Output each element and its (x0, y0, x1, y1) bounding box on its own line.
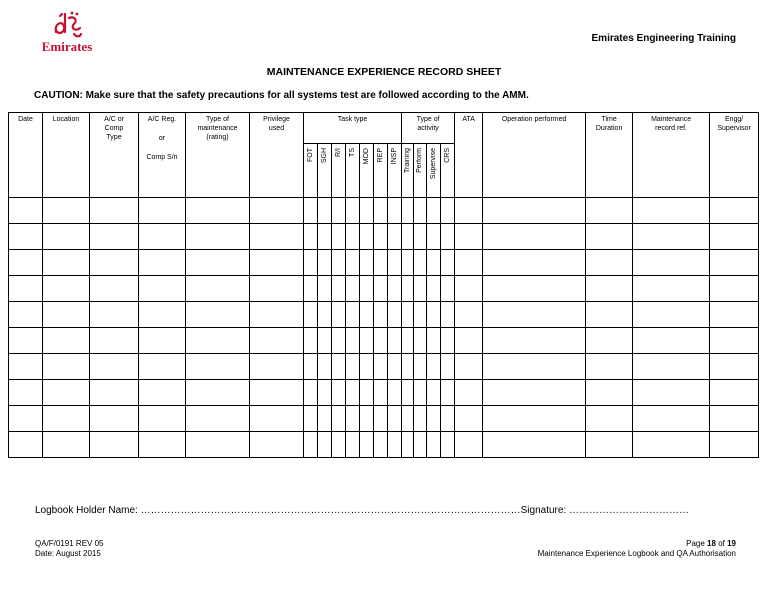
table-cell[interactable] (186, 432, 250, 458)
table-cell[interactable] (710, 406, 759, 432)
table-cell[interactable] (304, 380, 318, 406)
logbook-name-field[interactable]: …………………………………………………………………………………………………… (140, 505, 521, 516)
table-cell[interactable] (402, 198, 414, 224)
table-cell[interactable] (304, 276, 318, 302)
table-row (9, 302, 759, 328)
table-cell[interactable] (388, 302, 402, 328)
form-code: QA/F/0191 REV 05 (35, 539, 104, 548)
header-time-duration: Time Duration (586, 113, 633, 198)
table-cell[interactable] (586, 276, 633, 302)
table-cell[interactable] (586, 250, 633, 276)
table-cell[interactable] (402, 224, 414, 250)
header-task-type: Task type (304, 113, 402, 144)
table-cell[interactable] (374, 224, 388, 250)
table-cell[interactable] (402, 328, 414, 354)
table-cell[interactable] (332, 224, 346, 250)
table-cell[interactable] (388, 406, 402, 432)
table-cell[interactable] (374, 432, 388, 458)
table-cell[interactable] (186, 198, 250, 224)
table-cell[interactable] (427, 406, 441, 432)
page-title: MAINTENANCE EXPERIENCE RECORD SHEET (266, 66, 502, 78)
table-cell[interactable] (633, 276, 710, 302)
table-cell[interactable] (318, 406, 332, 432)
table-cell[interactable] (586, 302, 633, 328)
table-cell[interactable] (139, 328, 186, 354)
table-cell[interactable] (332, 328, 346, 354)
table-cell[interactable] (441, 328, 455, 354)
table-cell[interactable] (483, 432, 586, 458)
table-cell[interactable] (9, 276, 43, 302)
table-cell[interactable] (9, 432, 43, 458)
table-row (9, 224, 759, 250)
table-cell[interactable] (455, 328, 483, 354)
table-cell[interactable] (427, 250, 441, 276)
table-cell[interactable] (346, 432, 360, 458)
table-cell[interactable] (414, 276, 427, 302)
record-table (8, 112, 759, 458)
table-cell[interactable] (43, 198, 90, 224)
table-cell[interactable] (374, 250, 388, 276)
table-cell[interactable] (441, 380, 455, 406)
table-cell[interactable] (633, 432, 710, 458)
table-cell[interactable] (250, 250, 304, 276)
table-cell[interactable] (483, 250, 586, 276)
table-cell[interactable] (586, 354, 633, 380)
header-maintenance-type: Type of maintenance (rating) (186, 113, 250, 198)
table-cell[interactable] (360, 380, 374, 406)
table-cell[interactable] (374, 380, 388, 406)
table-cell[interactable] (710, 380, 759, 406)
table-cell[interactable] (455, 432, 483, 458)
table-cell[interactable] (318, 276, 332, 302)
table-cell[interactable] (388, 276, 402, 302)
table-cell[interactable] (139, 224, 186, 250)
table-cell[interactable] (586, 198, 633, 224)
table-row (9, 354, 759, 380)
table-cell[interactable] (346, 328, 360, 354)
table-cell[interactable] (90, 250, 139, 276)
table-cell[interactable] (90, 198, 139, 224)
table-cell[interactable] (139, 432, 186, 458)
table-cell[interactable] (483, 224, 586, 250)
table-cell[interactable] (318, 354, 332, 380)
table-cell[interactable] (633, 380, 710, 406)
table-cell[interactable] (388, 198, 402, 224)
table-cell[interactable] (414, 380, 427, 406)
table-cell[interactable] (346, 406, 360, 432)
table-cell[interactable] (633, 224, 710, 250)
table-cell[interactable] (90, 224, 139, 250)
table-cell[interactable] (9, 224, 43, 250)
table-cell[interactable] (332, 250, 346, 276)
table-cell[interactable] (402, 380, 414, 406)
table-cell[interactable] (483, 328, 586, 354)
table-cell[interactable] (414, 198, 427, 224)
table-cell[interactable] (441, 250, 455, 276)
table-cell[interactable] (414, 354, 427, 380)
header-activity-type: Type of activity (402, 113, 455, 144)
table-cell[interactable] (710, 328, 759, 354)
table-cell[interactable] (43, 276, 90, 302)
table-cell[interactable] (9, 302, 43, 328)
table-cell[interactable] (427, 224, 441, 250)
table-row (9, 328, 759, 354)
table-cell[interactable] (346, 276, 360, 302)
header-privilege: Privilege used (250, 113, 304, 198)
table-cell[interactable] (250, 432, 304, 458)
table-cell[interactable] (250, 198, 304, 224)
table-cell[interactable] (586, 224, 633, 250)
header-activity-training: Training (402, 144, 414, 198)
table-cell[interactable] (360, 250, 374, 276)
table-cell[interactable] (90, 354, 139, 380)
table-cell[interactable] (427, 276, 441, 302)
table-cell[interactable] (414, 224, 427, 250)
table-cell[interactable] (455, 224, 483, 250)
table-cell[interactable] (346, 224, 360, 250)
table-cell[interactable] (186, 224, 250, 250)
table-cell[interactable] (402, 354, 414, 380)
header-location: Location (43, 113, 90, 198)
table-cell[interactable] (250, 302, 304, 328)
table-cell[interactable] (318, 380, 332, 406)
table-cell[interactable] (250, 224, 304, 250)
form-date: Date: August 2015 (35, 549, 101, 558)
table-cell[interactable] (90, 328, 139, 354)
table-cell[interactable] (346, 250, 360, 276)
table-cell[interactable] (483, 276, 586, 302)
table-cell[interactable] (43, 302, 90, 328)
table-cell[interactable] (304, 354, 318, 380)
header-ac-type: A/C or Comp Type (90, 113, 139, 198)
table-cell[interactable] (441, 354, 455, 380)
document-title: Maintenance Experience Logbook and QA Authorisation (537, 549, 736, 558)
table-cell[interactable] (43, 224, 90, 250)
table-cell[interactable] (483, 198, 586, 224)
table-cell[interactable] (9, 198, 43, 224)
footer-left (35, 539, 103, 559)
table-cell[interactable] (318, 198, 332, 224)
table-cell[interactable] (360, 354, 374, 380)
table-cell[interactable] (427, 354, 441, 380)
table-cell[interactable] (374, 406, 388, 432)
table-cell[interactable] (710, 224, 759, 250)
table-cell[interactable] (9, 406, 43, 432)
table-cell[interactable] (250, 406, 304, 432)
table-cell[interactable] (43, 432, 90, 458)
table-cell[interactable] (304, 406, 318, 432)
table-cell[interactable] (402, 432, 414, 458)
table-cell[interactable] (441, 406, 455, 432)
table-cell[interactable] (332, 406, 346, 432)
table-row (9, 198, 759, 224)
table-cell[interactable] (186, 380, 250, 406)
table-cell[interactable] (483, 354, 586, 380)
table-cell[interactable] (332, 432, 346, 458)
caution-notice: CAUTION: Make sure that the safety precautions for all systems test are followed according to the AMM. (34, 90, 529, 101)
table-cell[interactable] (43, 406, 90, 432)
table-cell[interactable] (139, 406, 186, 432)
table-cell[interactable] (483, 380, 586, 406)
table-cell[interactable] (374, 198, 388, 224)
table-cell[interactable] (346, 302, 360, 328)
table-cell[interactable] (414, 328, 427, 354)
table-cell[interactable] (388, 432, 402, 458)
table-cell[interactable] (402, 406, 414, 432)
table-cell[interactable] (360, 224, 374, 250)
table-cell[interactable] (250, 328, 304, 354)
table-cell[interactable] (139, 250, 186, 276)
table-cell[interactable] (304, 302, 318, 328)
table-cell[interactable] (304, 250, 318, 276)
header-task-mod: MOD (360, 144, 374, 198)
table-cell[interactable] (455, 380, 483, 406)
table-cell[interactable] (441, 432, 455, 458)
table-cell[interactable] (633, 354, 710, 380)
table-cell[interactable] (318, 302, 332, 328)
table-cell[interactable] (427, 380, 441, 406)
table-cell[interactable] (710, 276, 759, 302)
table-row (9, 276, 759, 302)
table-cell[interactable] (402, 276, 414, 302)
logbook-name-label: Logbook Holder Name: (35, 505, 138, 516)
table-cell[interactable] (360, 432, 374, 458)
table-cell[interactable] (332, 354, 346, 380)
record-table-body (9, 198, 759, 458)
table-cell[interactable] (414, 250, 427, 276)
table-cell[interactable] (710, 250, 759, 276)
table-cell[interactable] (427, 198, 441, 224)
table-cell[interactable] (427, 432, 441, 458)
header-operation: Operation performed (483, 113, 586, 198)
table-cell[interactable] (186, 354, 250, 380)
table-cell[interactable] (455, 250, 483, 276)
table-cell[interactable] (388, 250, 402, 276)
table-cell[interactable] (318, 250, 332, 276)
table-cell[interactable] (250, 380, 304, 406)
table-cell[interactable] (633, 406, 710, 432)
header-activity-perform: Perform (414, 144, 427, 198)
table-cell[interactable] (374, 276, 388, 302)
emirates-calligraphy-icon (50, 10, 84, 40)
table-cell[interactable] (455, 354, 483, 380)
table-cell[interactable] (304, 328, 318, 354)
table-cell[interactable] (441, 198, 455, 224)
table-cell[interactable] (414, 406, 427, 432)
table-cell[interactable] (388, 380, 402, 406)
header-engg-supervisor: Engg/ Supervisor (710, 113, 759, 198)
table-cell[interactable] (90, 406, 139, 432)
table-cell[interactable] (586, 380, 633, 406)
table-row (9, 432, 759, 458)
table-cell[interactable] (43, 328, 90, 354)
table-cell[interactable] (332, 276, 346, 302)
header-ata: ATA (455, 113, 483, 198)
table-row (9, 250, 759, 276)
table-cell[interactable] (332, 198, 346, 224)
table-cell[interactable] (332, 380, 346, 406)
table-cell[interactable] (139, 198, 186, 224)
footer-right (538, 539, 736, 559)
table-cell[interactable] (441, 302, 455, 328)
table-cell[interactable] (360, 406, 374, 432)
signature-field[interactable]: ……………………………… (569, 505, 689, 516)
table-cell[interactable] (455, 198, 483, 224)
table-cell[interactable] (586, 328, 633, 354)
header-activity-supervise: Supervise (427, 144, 441, 198)
table-cell[interactable] (586, 432, 633, 458)
table-cell[interactable] (139, 354, 186, 380)
header-task-rep: REP (374, 144, 388, 198)
table-cell[interactable] (483, 406, 586, 432)
table-cell[interactable] (43, 354, 90, 380)
table-cell[interactable] (427, 328, 441, 354)
table-cell[interactable] (586, 406, 633, 432)
table-cell[interactable] (710, 354, 759, 380)
table-cell[interactable] (427, 302, 441, 328)
table-cell[interactable] (360, 276, 374, 302)
table-cell[interactable] (414, 302, 427, 328)
table-cell[interactable] (360, 302, 374, 328)
table-cell[interactable] (388, 328, 402, 354)
table-cell[interactable] (441, 276, 455, 302)
table-row (9, 406, 759, 432)
table-cell[interactable] (304, 432, 318, 458)
table-cell[interactable] (304, 224, 318, 250)
table-cell[interactable] (414, 432, 427, 458)
header-task-fot: FOT (304, 144, 318, 198)
table-cell[interactable] (402, 302, 414, 328)
table-cell[interactable] (346, 198, 360, 224)
header-task-ri: R/I (332, 144, 346, 198)
table-cell[interactable] (90, 432, 139, 458)
table-cell[interactable] (633, 328, 710, 354)
table-cell[interactable] (90, 276, 139, 302)
table-cell[interactable] (455, 302, 483, 328)
table-cell[interactable] (483, 302, 586, 328)
table-cell[interactable] (441, 224, 455, 250)
table-cell[interactable] (250, 354, 304, 380)
organization-name: Emirates Engineering Training (591, 33, 736, 44)
header-task-ts: TS (346, 144, 360, 198)
table-cell[interactable] (43, 380, 90, 406)
header-record-ref: Maintenance record ref. (633, 113, 710, 198)
table-cell[interactable] (710, 432, 759, 458)
table-cell[interactable] (186, 328, 250, 354)
table-cell[interactable] (186, 276, 250, 302)
logbook-holder-line (35, 505, 689, 516)
table-cell[interactable] (346, 354, 360, 380)
table-cell[interactable] (374, 302, 388, 328)
table-cell[interactable] (455, 406, 483, 432)
header-task-sgh: SGH (318, 144, 332, 198)
header-activity-crs: CRS (441, 144, 455, 198)
table-cell[interactable] (710, 198, 759, 224)
table-cell[interactable] (250, 276, 304, 302)
table-cell[interactable] (388, 224, 402, 250)
table-cell[interactable] (90, 380, 139, 406)
table-row (9, 380, 759, 406)
table-cell[interactable] (374, 328, 388, 354)
table-cell[interactable] (633, 302, 710, 328)
header-date: Date (9, 113, 43, 198)
header-task-insp: INSP (388, 144, 402, 198)
table-cell[interactable] (633, 198, 710, 224)
page-number: Page 18 of 19 (686, 539, 736, 548)
table-cell[interactable] (139, 276, 186, 302)
table-cell[interactable] (43, 250, 90, 276)
table-cell[interactable] (318, 432, 332, 458)
table-cell[interactable] (9, 328, 43, 354)
table-cell[interactable] (186, 302, 250, 328)
table-cell[interactable] (633, 250, 710, 276)
logo-text: Emirates (41, 39, 93, 54)
table-cell[interactable] (318, 328, 332, 354)
table-cell[interactable] (388, 354, 402, 380)
table-cell[interactable] (186, 250, 250, 276)
table-cell[interactable] (186, 406, 250, 432)
header-ac-reg: A/C Reg. or Comp S/n (139, 113, 186, 198)
table-cell[interactable] (402, 250, 414, 276)
table-cell[interactable] (360, 198, 374, 224)
table-cell[interactable] (374, 354, 388, 380)
table-cell[interactable] (455, 276, 483, 302)
emirates-logo (38, 10, 96, 56)
table-cell[interactable] (360, 328, 374, 354)
table-cell[interactable] (304, 198, 318, 224)
table-cell[interactable] (346, 380, 360, 406)
table-cell[interactable] (9, 380, 43, 406)
table-cell[interactable] (9, 250, 43, 276)
table-cell[interactable] (318, 224, 332, 250)
table-cell[interactable] (9, 354, 43, 380)
table-cell[interactable] (90, 302, 139, 328)
table-cell[interactable] (139, 380, 186, 406)
table-cell[interactable] (332, 302, 346, 328)
table-cell[interactable] (139, 302, 186, 328)
table-cell[interactable] (710, 302, 759, 328)
signature-label: Signature: (520, 505, 567, 516)
